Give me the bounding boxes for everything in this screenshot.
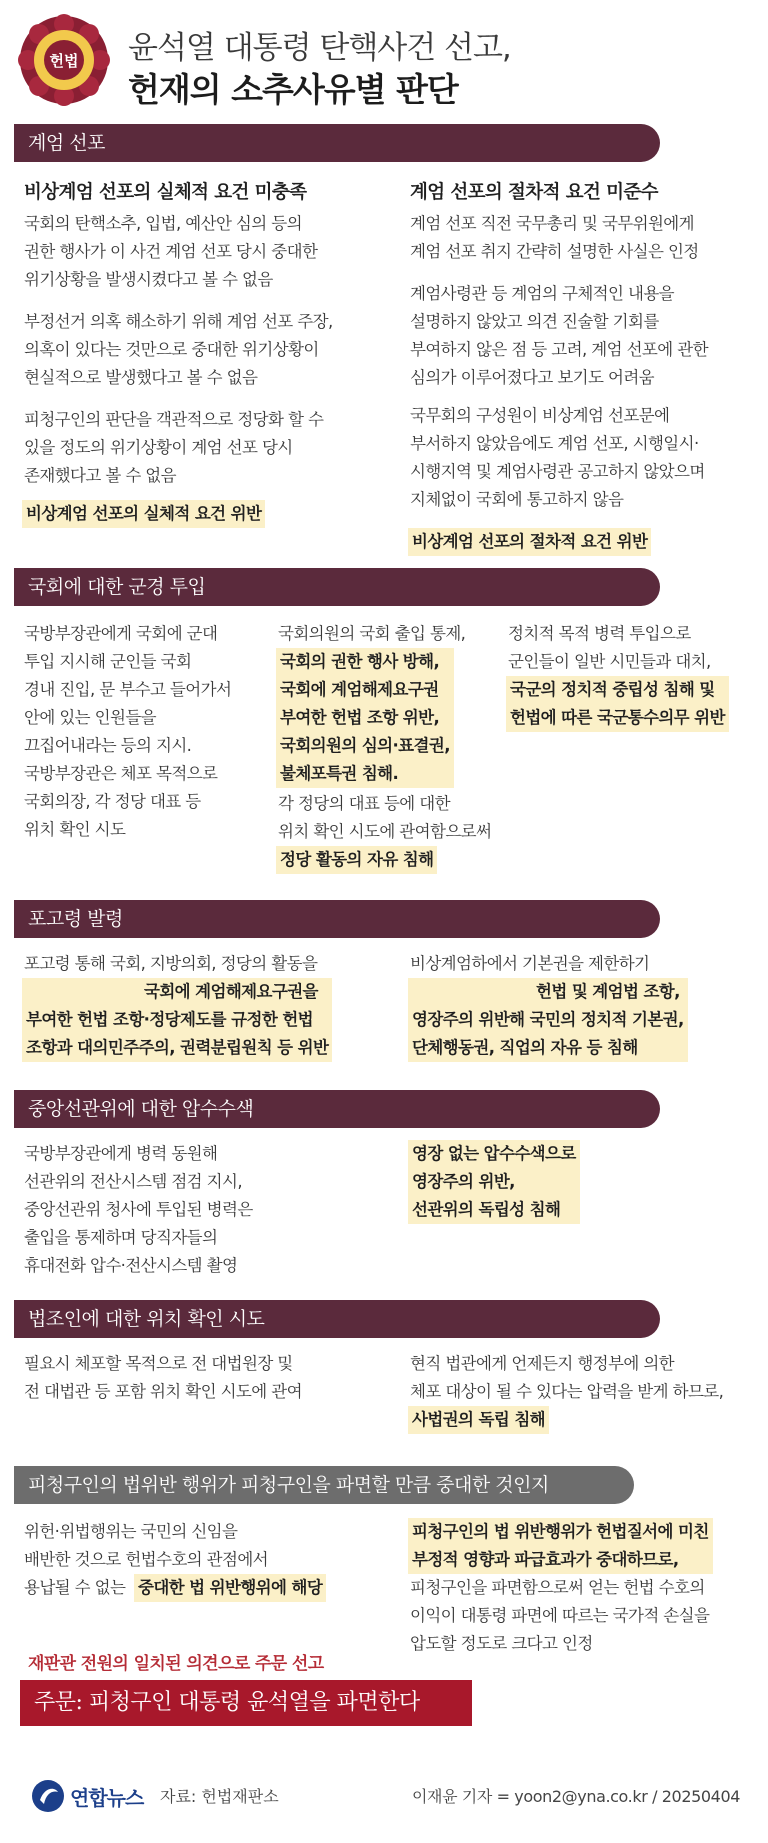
decree-right-a: 비상계엄하에서 기본권을 제한하기 — [410, 954, 650, 973]
martial-law-right-subtitle: 계엄 선포의 절차적 요건 미준수 — [410, 182, 658, 203]
troops-col2-highlight-2: 정당 활동의 자유 침해 — [276, 846, 437, 874]
gravity-left-highlight: 중대한 법 위반행위에 해당 — [134, 1574, 326, 1602]
section-bar-decree: 포고령 발령 — [14, 900, 660, 938]
title-line-2: 헌재의 소추사유별 판단 — [128, 70, 458, 109]
gravity-left-a: 위헌·위법행위는 국민의 신임을 배반한 것으로 헌법수호의 관점에서 용납될 수 없는 — [24, 1522, 269, 1597]
decree-left-highlight: 국회에 계엄해제요구권을 부여한 헌법 조항·정당제도를 규정한 헌법 조항과 대의민주주의, 권력분립원칙 등 위반 — [22, 978, 332, 1062]
martial-law-left-p3: 피청구인의 판단을 객관적으로 정당화 할 수 있을 정도의 위기상황이 계엄 선포 당시 존재했다고 볼 수 없음 — [24, 410, 324, 485]
troops-col2-a: 국회의원의 국회 출입 통제, — [278, 624, 466, 643]
judiciary-right-highlight: 사법권의 독립 침해 — [408, 1406, 549, 1434]
troops-col2-b: 각 정당의 대표 등에 대한 위치 확인 시도에 관여함으로써 — [278, 794, 492, 841]
footer — [0, 1770, 768, 1830]
section-bar-troops: 국회에 대한 군경 투입 — [14, 568, 660, 606]
nec-left: 국방부장관에게 병력 동원해 선관위의 전산시스템 점검 지시, 중앙선관위 청사에 투입된 병력은 출입을 통제하며 당직자들의 휴대전화 압수·전산시스템 촬영 — [24, 1144, 253, 1275]
martial-law-right-p3: 국무회의 구성원이 비상계엄 선포문에 부서하지 않았음에도 계엄 선포, 시행일시· 시행지역 및 계엄사령관 공고하지 않았으며 지체없이 국회에 통고하지 않음 — [410, 406, 705, 509]
decree-right-highlight: 헌법 및 계엄법 조항, 영장주의 위반해 국민의 정치적 기본권, 단체행동권, 직업의 자유 등 침해 — [408, 978, 688, 1062]
nec-right-highlight: 영장 없는 압수수색으로 영장주의 위반, 선관위의 독립성 침해 — [408, 1140, 580, 1224]
judiciary-left: 필요시 체포할 목적으로 전 대법원장 및 전 대법관 등 포함 위치 확인 시도에 관여 — [24, 1354, 302, 1401]
martial-law-right-p2: 계엄사령관 등 계엄의 구체적인 내용을 설명하지 않았고 의견 진술할 기회를 부여하지 않은 점 등 고려, 계엄 선포에 관한 심의가 이루어졌다고 보기도 어려움 — [410, 284, 708, 387]
section-bar-gravity: 피청구인의 법위반 행위가 피청구인을 파면할 만큼 중대한 것인지 — [14, 1466, 634, 1504]
seal-text: 헌법 — [49, 52, 79, 70]
reporter-credit: 이재윤 기자 = yoon2@yna.co.kr / 20250404 — [411, 1787, 740, 1806]
section-bar-martial-law: 계엄 선포 — [14, 124, 660, 162]
troops-col1: 국방부장관에게 국회에 군대 투입 지시해 군인들 국회 경내 진입, 문 부수고 들어가서 안에 있는 인원들을 끄집어내라는 등의 지시. 국방부장관은 체포 목적으로 국회의장, 각 정당 대표 등 위치 확인 시도 — [24, 624, 232, 839]
martial-law-left-conclusion: 비상계엄 선포의 실체적 요건 위반 — [22, 500, 265, 528]
troops-col3-a: 정치적 목적 병력 투입으로 군인들이 일반 시민들과 대치, — [508, 624, 711, 671]
gravity-right-highlight: 피청구인의 법 위반행위가 헌법질서에 미친 부정적 영향과 파급효과가 중대하므로, — [408, 1518, 713, 1574]
brand-name: 연합뉴스 — [70, 1786, 144, 1810]
decree-left-a: 포고령 통해 국회, 지방의회, 정당의 활동을 — [24, 954, 318, 973]
martial-law-left-subtitle: 비상계엄 선포의 실체적 요건 미충족 — [24, 182, 307, 203]
constitution-seal-icon — [18, 14, 110, 106]
martial-law-right-conclusion: 비상계엄 선포의 절차적 요건 위반 — [408, 528, 651, 556]
title-line-1: 윤석열 대통령 탄핵사건 선고, — [128, 30, 511, 66]
section-bar-judiciary: 법조인에 대한 위치 확인 시도 — [14, 1300, 660, 1338]
header — [0, 0, 768, 118]
martial-law-right-p1: 계엄 선포 직전 국무총리 및 국무위원에게 계엄 선포 취지 간략히 설명한 사실은 인정 — [410, 214, 699, 261]
martial-law-left-p2: 부정선거 의혹 해소하기 위해 계엄 선포 주장, 의혹이 있다는 것만으로 중대한 위기상황이 현실적으로 발생했다고 볼 수 없음 — [24, 312, 333, 387]
troops-col3-highlight: 국군의 정치적 중립성 침해 및 헌법에 따른 국군통수의무 위반 — [506, 676, 729, 732]
troops-col2-highlight-1: 국회의 권한 행사 방해, 국회에 계엄해제요구권 부여한 헌법 조항 위반, 국회의원의 심의·표결권, 불체포특권 침해. — [276, 648, 454, 788]
verdict-banner: 주문: 피청구인 대통령 윤석열을 파면한다 — [20, 1680, 472, 1726]
unanimous-note: 재판관 전원의 일치된 의견으로 주문 선고 — [28, 1654, 324, 1674]
gravity-right-b: 피청구인을 파면함으로써 얻는 헌법 수호의 이익이 대통령 파면에 따르는 국가적 손실을 압도할 정도로 크다고 인정 — [410, 1578, 710, 1653]
yonhap-logo-icon — [30, 1778, 66, 1814]
judiciary-right-a: 현직 법관에게 언제든지 행정부에 의한 체포 대상이 될 수 있다는 압력을 받게 하므로, — [410, 1354, 724, 1401]
source-label: 자료: 헌법재판소 — [160, 1787, 279, 1806]
martial-law-left-p1: 국회의 탄핵소추, 입법, 예산안 심의 등의 권한 행사가 이 사건 계엄 선포 당시 중대한 위기상황을 발생시켰다고 볼 수 없음 — [24, 214, 318, 289]
section-bar-nec: 중앙선관위에 대한 압수수색 — [14, 1090, 660, 1128]
